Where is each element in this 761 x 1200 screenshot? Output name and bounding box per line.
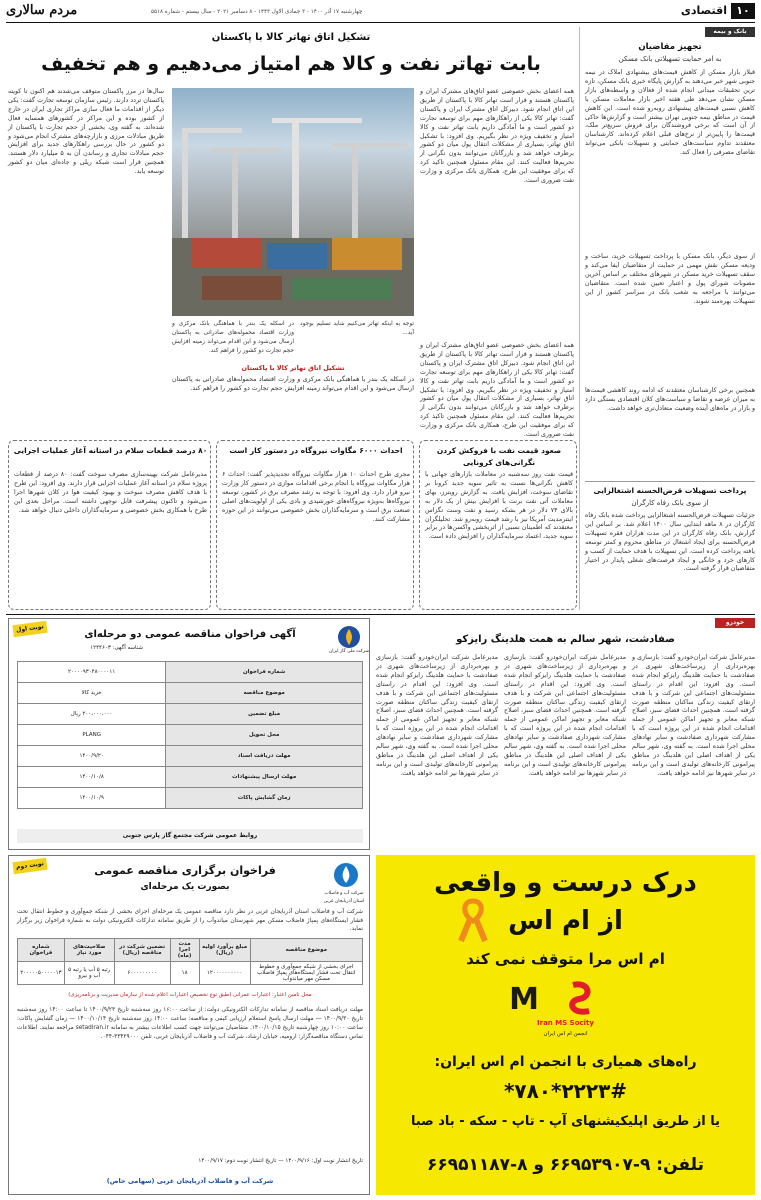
table-header-cell: صلاحیت‌های مورد نیاز (64, 939, 114, 962)
table-row (18, 767, 363, 788)
table-row (18, 683, 363, 704)
port-cranes-image (172, 88, 414, 316)
table-cell-label: محل تحویل (166, 725, 363, 746)
table-cell-value: خرید کالا (18, 683, 166, 704)
box-body: مجری طرح احداث ۱۰ هزار مگاوات نیروگاه تجدیدپذیر گفت: احداث ۶ هزار مگاوات نیروگاه با انجام برخی اقدامات موازی در دستور کار وزارت نیرو قرار دارد. وی افزود: با توجه به رشد مصرف برق در کشور، توسعه نیروگاه‌ها به‌ویژه نیروگاه‌های خورشیدی و بادی یکی از اولویت‌های اصلی صنعت برق است و سرمایه‌گذاران بخش خصوصی می‌توانند در این حوزه مشارکت کنند. (222, 471, 410, 523)
column-body-4: جزئیات تسهیلات قرض‌الحسنه اشتغالزایی پرداخت شده بانک رفاه کارگران در ۸ ماهه ابتدایی سال ۱۴۰۰ اعلام شد. بر اساس این گزارش، بانک رفاه کارگران در این مدت هزاران فقره تسهیلات قرض‌الحسنه برای ایجاد اشتغال در مناطق محروم و کمتر توسعه یافته پرداخت کرده است. این تسهیلات با هدف حمایت از کسب و کارهای خرد و خانگی و ایجاد فرصت‌های شغلی پایدار در اختیار متقاضیان قرار گرفته است. (585, 512, 755, 573)
news-box-oil (419, 440, 577, 610)
table-header-cell: مدت اجرا (ماه) (170, 939, 199, 962)
ms-phone[interactable]: تلفن: ۹-۶۶۹۵۳۹۰۷ و ۸-۶۶۹۵۱۱۸۷ (427, 1155, 704, 1175)
tender-ad-water (8, 855, 370, 1195)
tender-intro: شرکت آب و فاضلاب استان آذربایجان غربی در نظر دارد مناقصه عمومی یک مرحله‌ای اجرای بخشی از شبکه جمع‌آوری و خطوط انتقال تحت فشار ایستگاه‌های پمپاژ فاضلاب مسکن مهر شهرستان میاندوآب را از طریق سامانه تدارکات الکترونیکی دولت به شماره فراخوان زیر برگزار نماید. (17, 909, 363, 932)
table-cell: اجرای بخشی از شبکه جمع‌آوری و خطوط انتقال تحت فشار ایستگاه‌های پمپاژ فاضلاب مسکن مهر میاندوآب (250, 962, 362, 985)
car-article (376, 618, 755, 850)
tender-title: آگهی فراخوان مناقصه عمومی دو مرحله‌ای (84, 629, 296, 640)
tender-items-table (17, 938, 363, 985)
table-cell: ۶۰۰۰۰۰۰۰۰۰ (114, 962, 170, 985)
table-header-cell: شماره فراخوان (18, 939, 65, 962)
table-cell: ۱۸ (170, 962, 199, 985)
car-tag: خودرو (715, 618, 755, 628)
gas-company-logo (337, 625, 361, 649)
table-cell-label: مهلت ارسال پیشنهادات (166, 767, 363, 788)
column-headline: تجهیز مقاضیان (638, 42, 702, 52)
photo-caption: تشکیل اتاق تهاتر کالا با پاکستان (241, 364, 345, 372)
tender-title: فراخوان برگزاری مناقصه عمومی (94, 864, 276, 877)
tender-body: مهلت دریافت اسناد مناقصه از سامانه تدارکات الکترونیکی دولت: از ساعت ۱۶:۰۰ روز سه‌شنبه تاریخ ۱۴۰۰/۹/۲۳ تا ساعت ۱۴:۰۰ روز سه‌شنبه تاریخ ۱۴۰۰/۹/۳۰ — مهلت ارسال پاسخ استعلام ارزیابی کیفی و مناقصه: ساعت ۱۴:۰۰ روز سه‌شنبه تاریخ ۱۴۰۰/۱۰/۱۴ — زمان گشایش پاکات: ساعت ۱۰:۰۰ روز چهارشنبه تاریخ ۱۴۰۰/۱۰/۱۵. متقاضیان می‌توانند جهت کسب اطلاعات بیشتر به سامانه setadiran.ir مراجعه نمایند. اطلاعات تماس دستگاه مناقصه‌گزار: ارومیه، خیابان ارشاد، شرکت آب و فاضلاب آذربایجان غربی، تلفن ۳۳۴۲۹۰۰۰-۰۴۴. (17, 1007, 363, 1040)
tender-footer: شرکت آب و فاضلاب آذربایجان غربی (سهامی خاص) (106, 1177, 274, 1185)
ms-line1: درک درست و واقعی (434, 868, 697, 898)
tender-subtitle: بصورت یک مرحله‌ای (140, 882, 230, 892)
page-number: ۱۰ (731, 3, 755, 19)
car-body-col3: مدیرعامل شرکت ایران‌خودرو گفت: بازسازی و بهره‌برداری از زیرساخت‌های شهری در صفادشت با حمایت هلدینگ رایزکو انجام شده است. وی افزود: این اقدام در راستای مسئولیت‌های اجتماعی این شرکت و با هدف ارتقای کیفیت زندگی ساکنان منطقه صورت گرفته است. همچنین احداث فضای سبز، اصلاح شبکه معابر و تجهیز اماکن عمومی از جمله اقدامات انجام شده در این پروژه است که با مشارکت شهرداری صفادشت و سایر نهادهای محلی اجرا شده است. به گفته وی، شهر سالم یکی از اهداف اصلی این هلدینگ در مناطق پیرامونی کارخانه‌های تولیدی است و این برنامه در سایر شهرها نیز ادامه خواهد یافت. (376, 654, 498, 777)
table-row (18, 704, 363, 725)
box-title: ۸۰ درصد قطعات سلام در استانه آغاز عملیات اجرایی (13, 446, 208, 455)
ms-ussd-code[interactable]: *۷۸۰*۲۲۲۳# (503, 1079, 628, 1103)
masthead-logo: مردم سالاری (6, 3, 78, 18)
ms-brand-fa: انجمن ام اس ایران (543, 1031, 588, 1037)
column-subhead-2: از سوی بانک رفاه کارگران (631, 499, 709, 507)
box-body: مدیرعامل شرکت بهینه‌سازی مصرف سوخت گفت: ۸۰ درصد از قطعات پروژه سلام در استانه آغاز عملیات اجرایی قرار دارند. وی افزود: این طرح با هدف کاهش مصرف سوخت و بهبود کیفیت هوا در کلان شهرها اجرا می‌شود و تاکنون پیشرفت قابل توجهی داشته است. مراحل بعدی این طرح با همکاری بخش خصوصی و سرمایه‌گذاران داخلی دنبال خواهد شد. (14, 471, 207, 514)
table-header-cell: تضمین شرکت در مناقصه (ریال) (114, 939, 170, 962)
table-cell-label: مبلغ تضمین (166, 704, 363, 725)
article-photo (172, 88, 414, 316)
table-cell-label: زمان گشایش پاکات (166, 788, 363, 809)
ms-line2: از ام اس (508, 906, 623, 936)
section-rule (6, 614, 755, 615)
table-cell: ۲۰۰۰۰۰۵۰۰۰۰۰۱۳ (18, 962, 65, 985)
tender-note: محل تامین اعتبار: اعتبارات عمرانی (طبق نوع تخصیص اعتبارات اعلام شده از سازمان مدیریت و برنامه‌ریزی) (68, 992, 312, 998)
tender-number: شناسه آگهی: ۱۲۴۴۶۰۳ (90, 645, 143, 651)
svg-text:M: M (509, 982, 539, 1017)
photo-body-text: در اسکله یک بندر با هماهنگی بانک مرکزی و وزارت اقتصاد محموله‌های صادراتی به پاکستان ارسال می‌شود و این اقدام می‌تواند زمینه افزایش حجم تجارت دو کشور را فراهم کند. (172, 321, 294, 354)
car-headline: صفادشت، شهر سالم به همت هلدینگ رایزکو (456, 634, 675, 645)
masthead (0, 0, 761, 22)
photo-caption-text: توجه به اینکه تهاتر می‌کنیم شاید تسلیم بوجود آید... (300, 321, 414, 336)
news-box-salam (8, 440, 211, 610)
table-cell-value: ۲۰۰،۰۰۰،۰۰۰ ریال (18, 704, 166, 725)
table-header-cell: موضوع مناقصه (250, 939, 362, 962)
photo-bottom-text: در اسکله یک بندر با هماهنگی بانک مرکزی و وزارت اقتصاد محموله‌های صادراتی به پاکستان ارسال می‌شود و این اقدام می‌تواند زمینه افزایش حجم تجارت دو کشور را فراهم کند. (172, 376, 414, 392)
tender-dates: تاریخ انتشار نوبت اول: ۱۴۰۰/۹/۱۶ — تاریخ انتشار نوبت دوم: ۱۴۰۰/۹/۱۷ (198, 1158, 363, 1164)
awareness-ribbon-icon (458, 899, 488, 943)
table-cell-value: ۱۴۰۰/۹/۲۰ (18, 746, 166, 767)
main-article-col2: سال‌ها در مرز پاکستان متوقف می‌شدند هم اکنون تا کویته پاکستان تردد دارند. رئیس سازمان توسعه تجارت گفت: یکی دیگر از اقدامات ما فعال سازی مراکز تجاری ایران در خارج از کشور بوده و این مراکز در کشورهای همسایه فعال شده‌اند. به گفته وی، بخشی از حجم تجارت با پاکستان از طریق مبادلات مرزی و بازارچه‌های مشترک انجام می‌شود و دو کشور در حال بررسی راهکارهای جدید برای افزایش حجم مبادلات تجاری و رساندن آن به ۵ میلیارد دلار هستند. همچنین قرار است شبکه ریلی و جاده‌ای میان دو کشور توسعه یابد. (8, 88, 164, 176)
main-article-col1-cont: همه اعضای بخش خصوصی عضو اتاق‌های مشترک ایران و پاکستان هستند و قرار است تهاتر کالا با پاکستان از طریق این اتاق انجام شود. دبیرکل اتاق مشترک ایران و پاکستان گفت: تهاتر کالا یکی از راهکارهای مهم برای توسعه تجارت دو کشور است و ما آمادگی داریم بابت تهاتر نفت و کالا امتیاز و تخفیف ویژه در نظر بگیریم. وی افزود: با تشکیل اتاق تهاتر، بسیاری از مشکلات انتقال پول میان دو کشور برطرف خواهد شد و بازرگانان می‌توانند بدون نگرانی از تحریم‌ها فعالیت کنند. این مقام مسئول همچنین تاکید کرد که برای موفقیت این طرح، همکاری بانک مرکزی و وزارت نفت ضروری است. (420, 342, 574, 439)
table-cell-value: ۱۴۰۰/۱۰/۸ (18, 767, 166, 788)
table-row (18, 662, 363, 683)
ms-brand: Iran MS Socity (537, 1019, 594, 1027)
column-vertical-rule (579, 27, 580, 610)
table-row (18, 746, 363, 767)
tender-ad-gas (8, 618, 370, 850)
table-cell-label: شماره فراخوان (166, 662, 363, 683)
box-title: احداث ۶۰۰۰ مگاوات نیروگاه در دستور کار است (229, 446, 403, 455)
table-cell-value: ۲۰۰۰۰۹۳۰۴۸۰۰۰۰۱۱ (18, 662, 166, 683)
table-cell: ۱۲۰۰۰۰۰۰۰۰۰۰ (199, 962, 250, 985)
table-row (18, 788, 363, 809)
table-cell-label: مهلت دریافت اسناد (166, 746, 363, 767)
table-cell: رتبه ۵ آب یا رتبه ۵ آب و نیرو (64, 962, 114, 985)
ms-apps: یا از طریق اپلیکیشنهای آپ - تاپ - سکه - باد صبا (410, 1114, 721, 1129)
box-body: قیمت نفت روز سه‌شنبه در معاملات بازارهای جهانی با کاهش نگرانی‌ها نسبت به تاثیر سویه جدید کرونا بر تقاضای سوخت، افزایش یافت. به گزارش رویترز، بهای معاملات آتی نفت برنت با افزایش بیش از یک دلار به بالای ۷۴ دلار در هر بشکه رسید و نفت وست تگزاس اینترمدیت آمریکا نیز با رشد قیمت روبه‌رو شد. تحلیلگران معتقدند که اطمینان نسبی از اثربخشی واکسن‌ها در برابر سویه جدید، اعتماد سرمایه‌گذاران را افزایش داده است. (425, 471, 573, 541)
ms-society-ad (376, 855, 755, 1195)
column-subhead: به امر حمایت تسهیلاتی بانک مسکن (618, 55, 722, 63)
tender-badge: نوبت اول (12, 621, 47, 638)
column-headline-2: پرداخت تسهیلات قرض‌الحسنه اشتغالزایی (593, 486, 747, 495)
column-tag: بانک و بیمه (705, 27, 755, 37)
table-cell-value: PLANG (18, 725, 166, 746)
car-body-col1: مدیرعامل شرکت ایران‌خودرو گفت: بازسازی و بهره‌برداری از زیرساخت‌های شهری در صفادشت با حمایت هلدینگ رایزکو انجام شده است. وی افزود: این اقدام در راستای مسئولیت‌های اجتماعی این شرکت و با هدف ارتقای کیفیت زندگی ساکنان منطقه صورت گرفته است. همچنین احداث فضای سبز، اصلاح شبکه معابر و تجهیز اماکن عمومی از جمله اقدامات انجام شده در این پروژه است که با مشارکت شهرداری صفادشت و سایر نهادهای محلی اجرا شده است. به گفته وی، شهر سالم یکی از اهداف اصلی این هلدینگ در مناطق پیرامونی کارخانه‌های تولیدی است و این برنامه در سایر شهرها نیز ادامه خواهد یافت. (632, 654, 755, 777)
news-box-power (216, 440, 414, 610)
column-body-3: همچنین برخی کارشناسان معتقدند که ادامه روند کاهشی قیمت‌ها به میزان عرضه و تقاضا و سیاست‌های کلان اقتصادی بستگی دارد و بازار در ماه‌های آینده وضعیت متعادل‌تری خواهد داشت. (585, 387, 755, 412)
column-divider (585, 481, 755, 482)
table-cell-value: ۱۴۰۰/۱۰/۹ (18, 788, 166, 809)
water-company-logo (333, 862, 359, 888)
ms-logo-icon (509, 977, 599, 1017)
column-body-1: قبلاز بازار مسکن از کاهش قیمت‌های بیشنهادی املاک در نیمه جنوبی شهر خبر می‌دهند به گزارش پایگاه خبری بانک مسکن، تازه ترین تحقیقات میدانی انجام شده از فعالان و واسطه‌های بازار مسکن نشان می‌دهد طی هفته اخیر بازار معاملات مسکن با کاهش نسبی قیمت‌های پیشنهادی روبه‌رو شده است. این کاهش قیمت در مناطق نیمه جنوبی تهران بیشتر است و گزارش‌ها حاکی از آن است که برخی فروشندگان برای فروش سریع‌تر ملک، قیمت‌ها را پایین‌تر از نرخ‌های قبلی اعلام کرده‌اند. کارشناسان معتقدند تداوم سیاست‌های حمایتی و تسهیلات بانکی می‌تواند تقاضای مصرفی را فعال کند. (585, 69, 755, 157)
main-kicker: تشکیل اتاق تهاتر کالا با پاکستان (211, 32, 371, 43)
section-title: اقتصادی (680, 4, 727, 17)
right-column (585, 27, 755, 610)
tender-table (17, 661, 363, 821)
main-headline: بابت تهاتر نفت و کالا هم امتیاز می‌دهیم و هم تخفیف (41, 53, 541, 75)
tender-org: شرکت ملی گاز ایران (329, 649, 369, 654)
column-body-2: از سوی دیگر، بانک مسکن با پرداخت تسهیلات خرید، ساخت و ودیعه مسکن نقش مهمی در حمایت از متقاضیان ایفا می‌کند و سقف تسهیلات خرید مسکن در شهرهای مختلف بر اساس آخرین مصوبات شورای پول و اعتبار تعیین شده است. متقاضیان می‌توانند با مراجعه به شعب بانک در سراسر کشور از این تسهیلات بهره‌مند شوند. (585, 253, 755, 305)
masthead-rule (6, 22, 755, 23)
table-cell-label: موضوع مناقصه (166, 683, 363, 704)
issue-line: چهارشنبه ۱۷ آذر ۱۴۰۰ - ۳ جمادی الاول ۱۴۴۳ - ۸ دسامبر ۲۰۲۱ - سال بیستم - شماره ۵۵۱۸ (151, 9, 363, 15)
tender-badge: نوبت دوم (12, 858, 47, 875)
ms-line3: ام اس مرا متوقف نمی کند (466, 950, 665, 968)
ms-cta: راه‌های همیاری با انجمن ام اس ایران: (434, 1054, 697, 1070)
table-row (18, 725, 363, 746)
box-title: صعود قیمت نفت با فروکش کردن نگرانی‌های کرونایی (436, 446, 562, 467)
car-body-col2: مدیرعامل شرکت ایران‌خودرو گفت: بازسازی و بهره‌برداری از زیرساخت‌های شهری در صفادشت با حمایت هلدینگ رایزکو انجام شده است. وی افزود: این اقدام در راستای مسئولیت‌های اجتماعی این شرکت و با هدف ارتقای کیفیت زندگی ساکنان منطقه صورت گرفته است. همچنین احداث فضای سبز، اصلاح شبکه معابر و تجهیز اماکن عمومی از جمله اقدامات انجام شده در این پروژه است که با مشارکت شهرداری صفادشت و سایر نهادهای محلی اجرا شده است. به گفته وی، شهر سالم یکی از اهداف اصلی این هلدینگ در مناطق پیرامونی کارخانه‌های تولیدی است و این برنامه در سایر شهرها نیز ادامه خواهد یافت. (504, 654, 626, 777)
tender-footer: روابط عمومی شرکت مجتمع گاز پارس جنوبی (17, 829, 363, 843)
tender-table (17, 938, 363, 990)
main-article-col1: همه اعضای بخش خصوصی عضو اتاق‌های مشترک ایران و پاکستان هستند و قرار است تهاتر کالا با پاکستان از طریق این اتاق انجام شود. دبیرکل اتاق مشترک ایران و پاکستان گفت: تهاتر کالا یکی از راهکارهای مهم برای توسعه تجارت دو کشور است و ما آمادگی داریم بابت تهاتر نفت و کالا امتیاز و تخفیف ویژه در نظر بگیریم. وی افزود: با تشکیل اتاق تهاتر، بسیاری از مشکلات انتقال پول میان دو کشور برطرف خواهد شد و بازرگانان می‌توانند بدون نگرانی از تحریم‌ها فعالیت کنند. این مقام مسئول همچنین تاکید کرد که برای موفقیت این طرح، همکاری بانک مرکزی و وزارت نفت ضروری است. (420, 88, 574, 185)
table-header-cell: مبلغ برآورد اولیه (ریال) (199, 939, 250, 962)
tender-details-table (17, 661, 363, 809)
tender-org: شرکت آب و فاضلاب استان آذربایجان غربی (323, 891, 365, 904)
